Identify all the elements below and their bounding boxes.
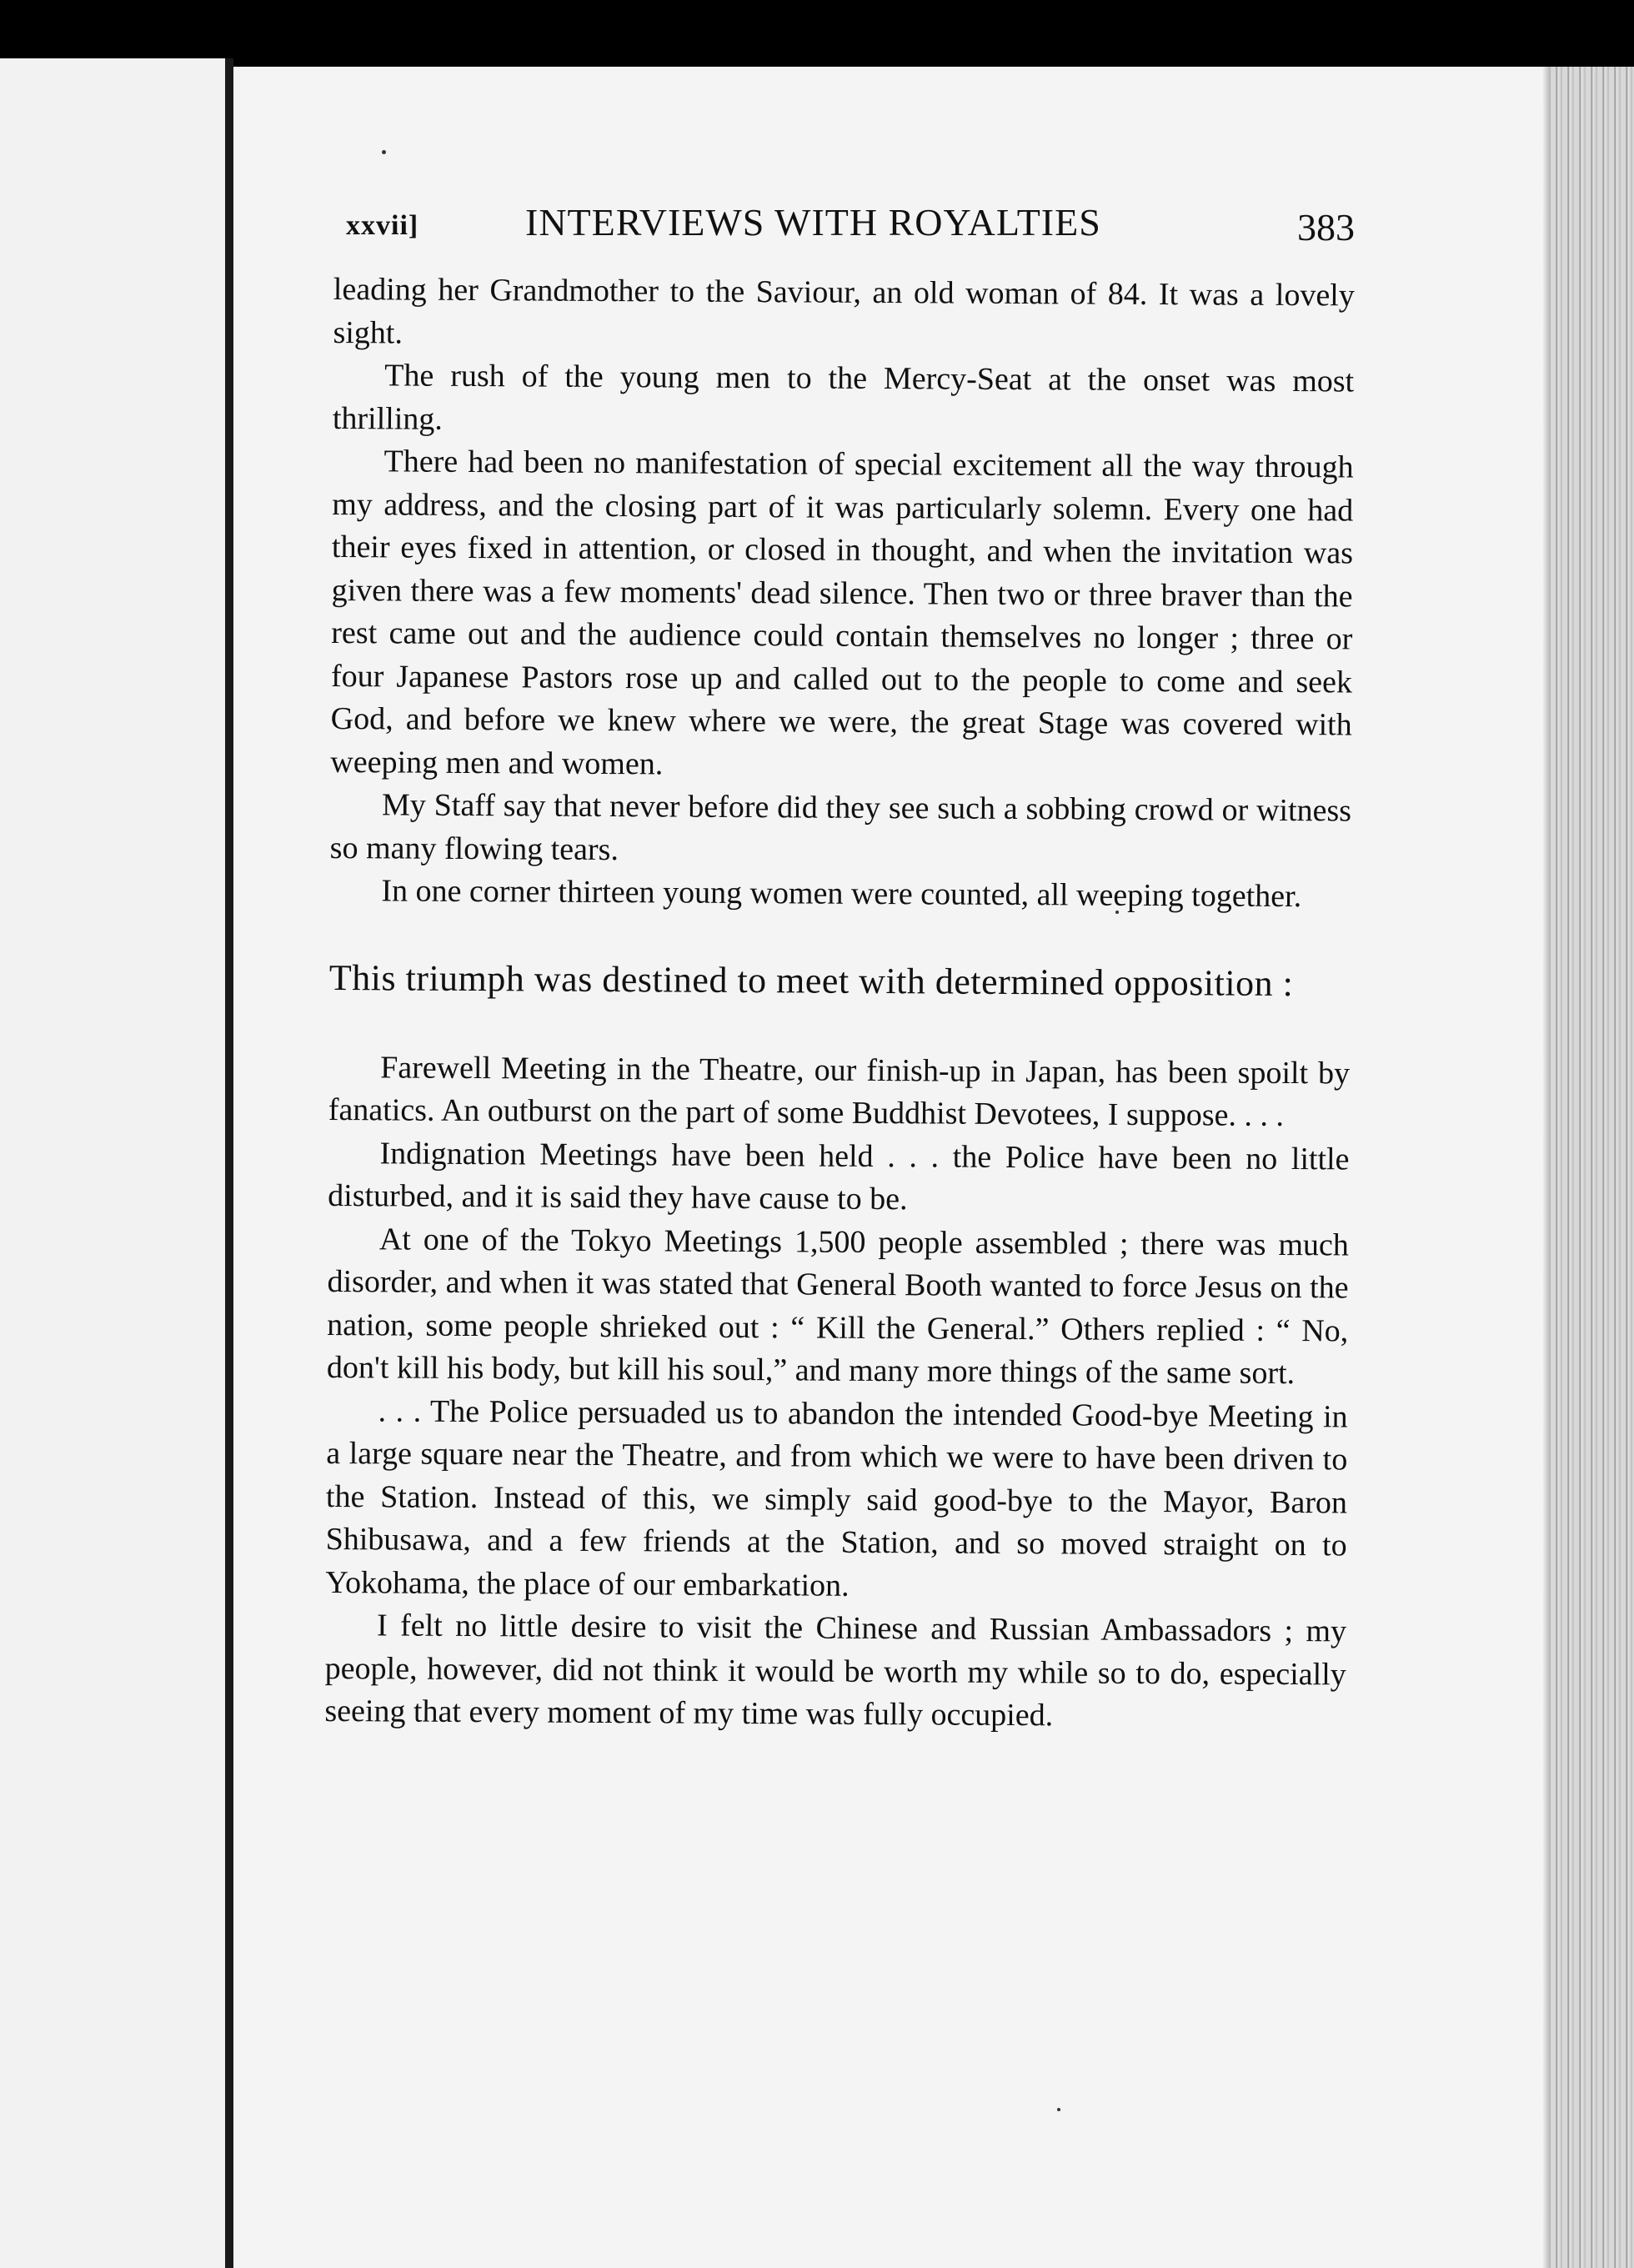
paragraph: Indignation Meetings have been held . . . the Police have been no little disturbed, and it is said they have cause to be.: [328, 1135, 1350, 1217]
paragraph: . . . The Police persuaded us to abandon the intended Good-bye Meeting in a large square near the Theatre, and from which we were to have been driven to the Station. Instead of this, we simply said good-bye to the Mayor, Baron Shibusawa, and a few friends at the Station, and so moved straight on to Yokohama, the place of our embarkation.: [325, 1392, 1348, 1603]
section-heading: This triumph was destined to meet with determined opposition :: [328, 956, 1294, 1004]
paragraph: At one of the Tokyo Meetings 1,500 people assembled ; there was much disorder, and when it was stated that General Booth wanted to force Jesus on the nation, some people shrieked out : “ Kill the General.” Others replied : “ No, don't kill his body, but kill his soul,” and many more things of the same sort.: [326, 1221, 1349, 1392]
previous-page: [0, 58, 225, 2268]
paragraph: I felt no little desire to visit the Chinese and Russian Ambassadors ; my people, however, did not think it would be worth my while so to do, especially seeing that every moment of my time was fully occupied.: [324, 1608, 1347, 1734]
page-body: [324, 268, 1355, 1739]
paragraph: In one corner thirteen young women were counted, all weeping together.: [381, 873, 1302, 915]
paragraph: There had been no manifestation of special excitement all the way through my address, and the closing part of it was particularly solemn. Every one had their eyes fixed in attention, or closed in thought, and when the invitation was given there was a few moments' dead silence. Then two or three braver than the rest came out and the audience could contain themselves no longer ; three or four Japanese Pastors rose up and called out to the people to come and seek God, and before we knew where we were, the great Stage was covered with weeping men and women.: [330, 444, 1354, 781]
scan-speck: [382, 150, 386, 154]
page-number: 383: [1297, 206, 1355, 248]
paragraph: My Staff say that never before did they see such a sobbing crowd or witness so many flowing tears.: [329, 787, 1352, 867]
paragraph: leading her Grandmother to the Saviour, an old woman of 84. It was a lovely sight.: [333, 271, 1355, 351]
chapter-number: xxvii]: [346, 210, 419, 241]
paragraph: Farewell Meeting in the Theatre, our finish-up in Japan, has been spoilt by fanatics. An outburst on the part of some Buddhist Devotees, I suppose. . . .: [328, 1049, 1351, 1133]
book-gutter: [225, 58, 233, 2268]
running-header: [346, 200, 1355, 258]
page-stack-edge: [1551, 67, 1634, 2268]
paragraph: The rush of the young men to the Mercy-Seat at the onset was most thrilling.: [332, 358, 1355, 437]
running-title: INTERVIEWS WITH ROYALTIES: [525, 201, 1101, 243]
scan-speck: [1057, 2108, 1060, 2111]
